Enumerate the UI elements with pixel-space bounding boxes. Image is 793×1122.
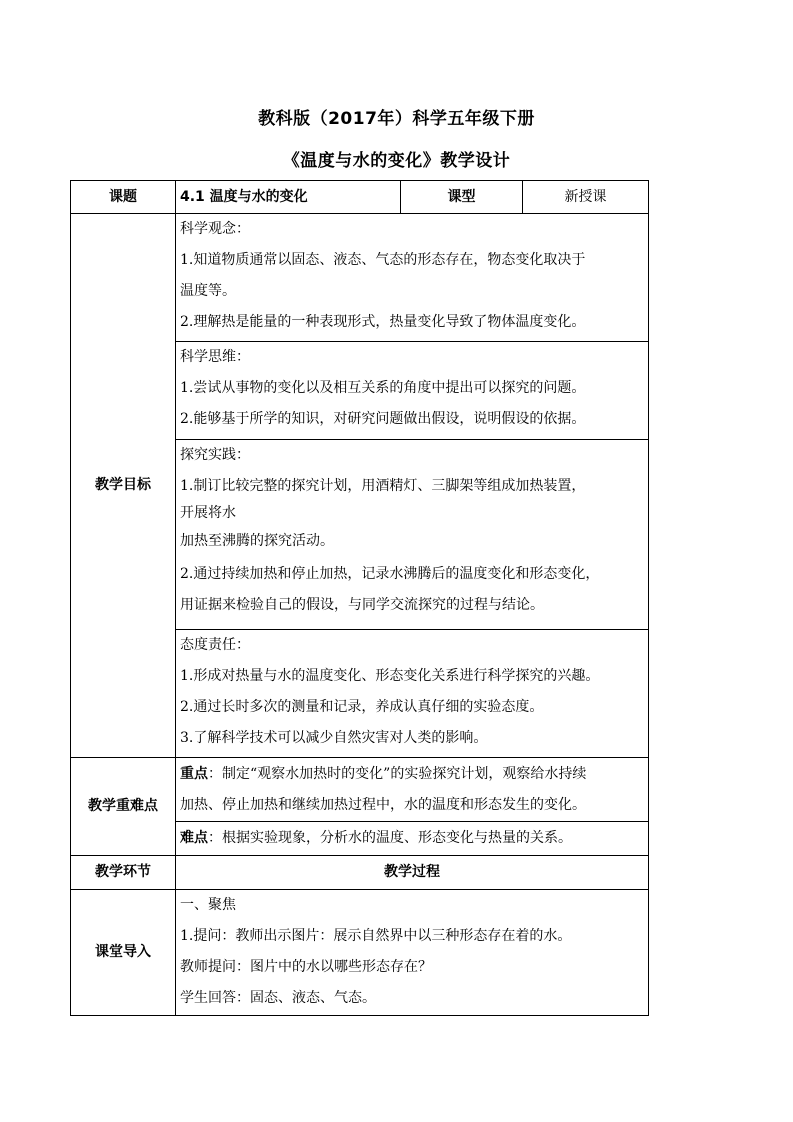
attitude-line: 2.通过长时多次的测量和记录，养成认真仔细的实验态度。 bbox=[180, 699, 544, 715]
key-difficult-label: 教学重难点 bbox=[71, 758, 176, 856]
difficult-point-label: 难点 bbox=[180, 830, 208, 846]
document-title: 教科版（2017年）科学五年级下册 bbox=[258, 109, 535, 129]
document-subtitle: 《温度与水的变化》教学设计 bbox=[282, 151, 511, 171]
intro-line: 教师提问：图片中的水以哪些形态存在？ bbox=[180, 959, 432, 975]
science-thinking-heading: 科学思维： bbox=[180, 349, 250, 365]
intro-line: 1.提问：教师出示图片：展示自然界中以三种形态存在着的水。 bbox=[180, 928, 572, 944]
process-header-row bbox=[71, 856, 649, 890]
science-concept-heading: 科学观念： bbox=[180, 221, 250, 237]
attitude-heading: 态度责任： bbox=[180, 637, 250, 653]
key-point-text: ：制定“观察水加热时的变化”的实验探究计划，观察给水持续 bbox=[208, 765, 587, 782]
inquiry-practice-line: 加热至沸腾的探究活动。 bbox=[180, 533, 334, 549]
inquiry-practice-line: 1.制订比较完整的探究计划，用酒精灯、三脚架等组成加热装置， bbox=[180, 478, 586, 494]
science-concept-cell bbox=[176, 214, 649, 342]
inquiry-practice-line: 用证据来检验自己的假设，与同学交流探究的过程与结论。 bbox=[180, 597, 544, 613]
key-point-text: 加热、停止加热和继续加热过程中，水的温度和形态发生的变化。 bbox=[180, 796, 586, 813]
difficult-point-text: ：根据实验现象，分析水的温度、形态变化与热量的关系。 bbox=[208, 830, 572, 846]
attitude-cell bbox=[176, 630, 649, 758]
science-concept-line: 2.理解热是能量的一种表现形式，热量变化导致了物体温度变化。 bbox=[180, 314, 586, 330]
inquiry-practice-line: 开展将水 bbox=[180, 505, 236, 521]
science-concept-line: 1.知道物质通常以固态、液态、气态的形态存在，物态变化取决于 bbox=[180, 252, 586, 268]
intro-cell bbox=[176, 890, 649, 1016]
stage-header: 教学环节 bbox=[71, 856, 176, 890]
intro-line: 一、聚焦 bbox=[180, 897, 236, 913]
science-concept-line: 温度等。 bbox=[180, 283, 236, 299]
topic-label: 课题 bbox=[71, 181, 176, 214]
lesson-type-label: 课型 bbox=[401, 181, 523, 214]
science-thinking-line: 1.尝试从事物的变化以及相互关系的角度中提出可以探究的问题。 bbox=[180, 380, 586, 396]
objectives-concept-row bbox=[71, 214, 649, 342]
attitude-line: 1.形成对热量与水的温度变化、形态变化关系进行科学探究的兴趣。 bbox=[180, 668, 600, 684]
objectives-label: 教学目标 bbox=[71, 214, 176, 758]
intro-label: 课堂导入 bbox=[71, 890, 176, 1016]
topic-row bbox=[71, 181, 649, 214]
key-point-cell bbox=[176, 758, 649, 822]
key-point-row bbox=[71, 758, 649, 822]
science-thinking-line: 2.能够基于所学的知识，对研究问题做出假设，说明假设的依据。 bbox=[180, 411, 586, 427]
inquiry-practice-cell bbox=[176, 440, 649, 630]
intro-line: 学生回答：固态、液态、气态。 bbox=[180, 990, 376, 1006]
topic-value: 4.1 温度与水的变化 bbox=[176, 181, 401, 214]
intro-row bbox=[71, 890, 649, 1016]
key-point-label: 重点 bbox=[180, 765, 208, 782]
science-thinking-cell bbox=[176, 342, 649, 440]
difficult-point-cell bbox=[176, 822, 649, 856]
inquiry-practice-line: 2.通过持续加热和停止加热，记录水沸腾后的温度变化和形态变化， bbox=[180, 566, 600, 582]
inquiry-practice-heading: 探究实践： bbox=[180, 447, 250, 463]
lesson-type-value: 新授课 bbox=[523, 181, 649, 214]
lesson-plan-table bbox=[70, 180, 649, 1016]
attitude-line: 3.了解科学技术可以减少自然灾害对人类的影响。 bbox=[180, 730, 488, 746]
process-header: 教学过程 bbox=[176, 856, 649, 890]
